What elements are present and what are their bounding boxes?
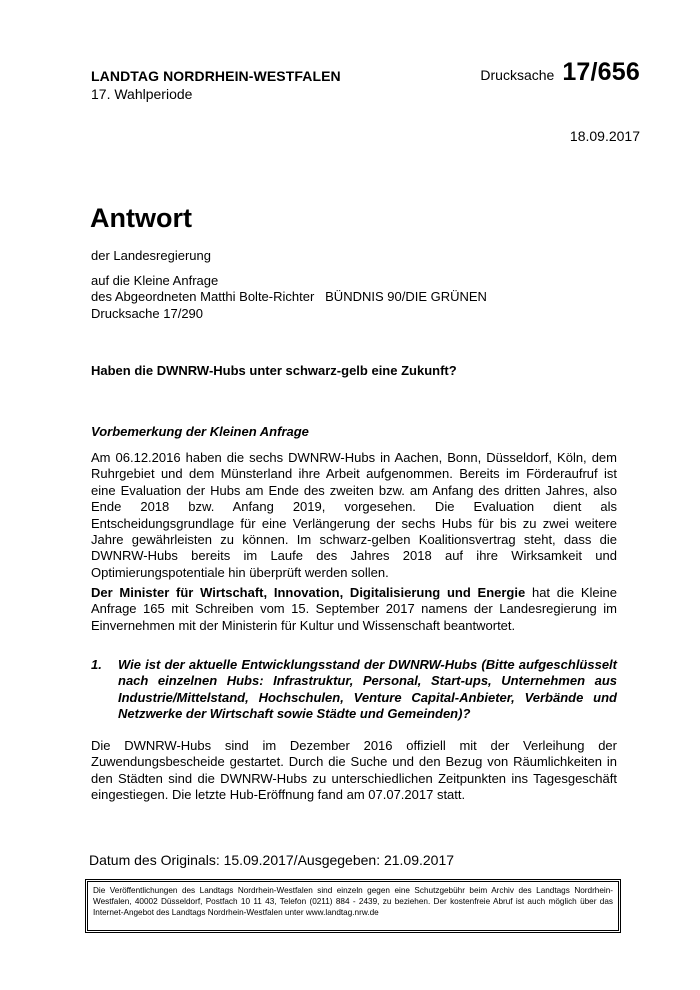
minister-name: Der Minister für Wirtschaft, Innovation, Digitalisierung und Energie (91, 585, 526, 600)
drucksache-header (480, 58, 640, 87)
footer-notice-text: Die Veröffentlichungen des Landtags Nordrhein-Westfalen sind einzeln gegen eine Schutzgebühr beim Archiv des Landtags Nordrhein-Westfalen, 40002 Düsseldorf, Postfach 10 11 43, Telefon (0211) 884 - 2439, zu beziehen. Der kostenfreie Abruf ist auch möglich über das Internet-Angebot des Landtags Nordrhein-Westfalen unter www.landtag.nrw.de (93, 886, 613, 917)
header-left (91, 68, 341, 102)
question-1 (91, 657, 617, 723)
question-title: Haben die DWNRW-Hubs unter schwarz-gelb eine Zukunft? (91, 363, 457, 378)
anfrage-line: des Abgeordneten Matthi Bolte-Richter BÜNDNIS 90/DIE GRÜNEN (91, 289, 487, 305)
vorbemerkung-paragraph: Am 06.12.2016 haben die sechs DWNRW-Hubs in Aachen, Bonn, Düsseldorf, Köln, dem Ruhrgebiet und dem Münsterland ihre Arbeit aufgenommen. Bereits im Förderaufruf ist eine Evaluation der Hubs am Ende des zweiten bzw. am Anfang des dritten Jahres, also Ende 2018 bzw. Anfang 2019, vorgesehen. Die Evaluation dient als Entscheidungsgrundlage für eine Verlängerung der sechs Hubs für bis zu zwei weitere Jahre gewährleisten zu können. Im schwarz-gelben Koalitionsvertrag steht, dass die DWNRW-Hubs bereits im Laufe des Jahres 2018 auf ihre Wirksamkeit und Optimierungspotentiale hin überprüft werden sollen. (91, 450, 617, 580)
question-1-text: Wie ist der aktuelle Entwicklungsstand der DWNRW-Hubs (Bitte aufgeschlüsselt nach einzelnen Hubs: Infrastruktur, Personal, Start-ups, Unternehmen aus Industrie/Mittelstand, Hochschulen, Venture Capital-Anbieter, Verbände und Netzwerke der Wirtschaft sowie Städte und Gemeinden)? (118, 657, 617, 722)
anfrage-line: auf die Kleine Anfrage (91, 273, 219, 288)
anfrage-line: Drucksache 17/290 (91, 305, 204, 321)
answer-1: Die DWNRW-Hubs sind im Dezember 2016 offiziell mit der Verleihung der Zuwendungsbescheide gestartet. Durch die Suche und den Bezug von Räumlichkeiten in den Städten sind die DWNRW-Hubs zu unterschiedlichen Zeitpunkten ins Tagesgeschäft eingestiegen. Die letzte Hub-Eröffnung fand am 07.07.2017 statt. (91, 738, 617, 803)
page-title: Antwort (90, 203, 192, 233)
vorbemerkung-heading: Vorbemerkung der Kleinen Anfrage (91, 424, 309, 439)
footer-notice-box (85, 879, 621, 933)
drucksache-number: 17/656 (562, 58, 640, 86)
wahlperiode: 17. Wahlperiode (91, 86, 193, 102)
anfrage-reference (91, 273, 487, 322)
datum-line: Datum des Originals: 15.09.2017/Ausgegeben: 21.09.2017 (89, 852, 455, 868)
minister-paragraph (91, 585, 617, 634)
landtag-name: LANDTAG NORDRHEIN-WESTFALEN (91, 68, 341, 84)
question-1-number: 1. (91, 657, 102, 672)
document-date: 18.09.2017 (569, 128, 640, 144)
subtitle: der Landesregierung (91, 248, 211, 263)
minister-text: hat die Kleine Anfrage 165 mit Schreiben vom 15. September 2017 namens der Landesregierung im Einvernehmen mit der Ministerin für Kultur und Wissenschaft beantwortet. (91, 585, 617, 633)
drucksache-label: Drucksache (480, 67, 555, 83)
